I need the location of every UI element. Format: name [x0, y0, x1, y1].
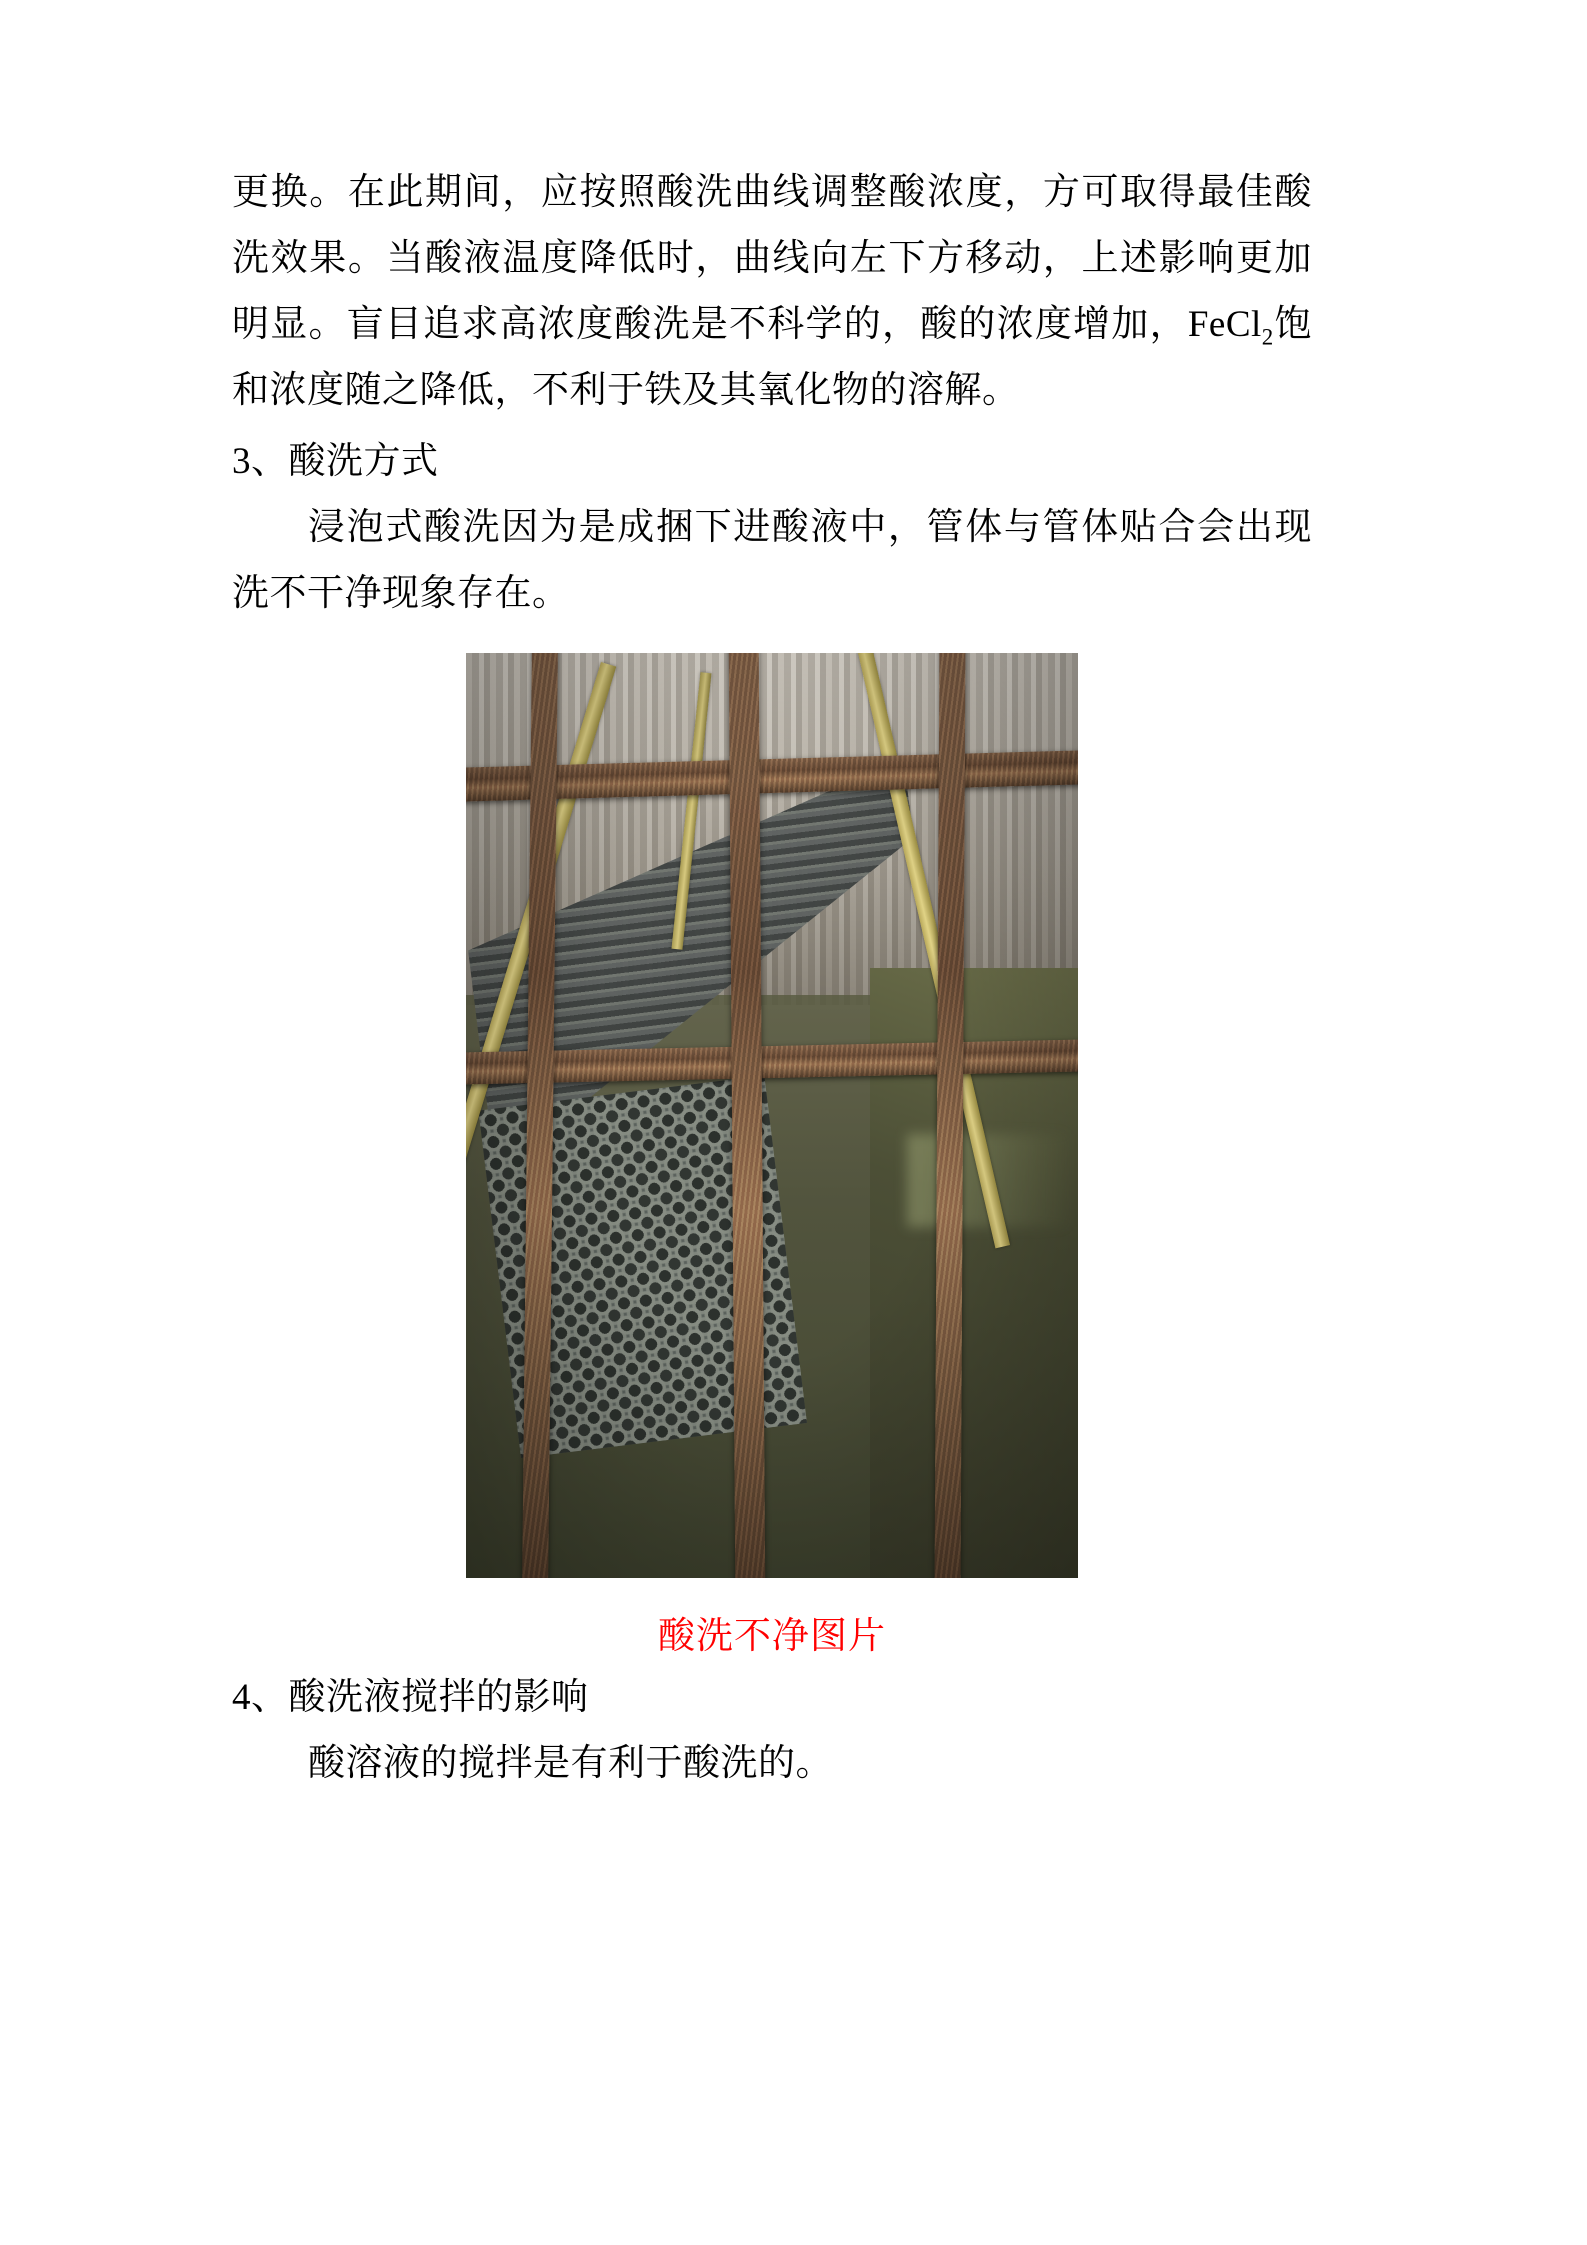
formula-base: FeCl: [1187, 303, 1262, 345]
paragraph-section-3-body: 浸泡式酸洗因为是成捆下进酸液中，管体与管体贴合会出现洗不干净现象存在。: [232, 507, 1312, 615]
chemical-formula-fecl2: [1187, 303, 1274, 350]
formula-subscript: 2: [1261, 324, 1274, 350]
pickling-photo: [466, 653, 1078, 1578]
heading-section-4: 4、酸洗液搅拌的影响: [232, 1677, 589, 1719]
paragraph-text-1-tail: 饱和浓度随之降低，不利于铁及其氧化物的溶解。: [232, 303, 1312, 411]
heading-section-3: 3、酸洗方式: [232, 441, 439, 483]
figure-caption: 酸洗不净图片: [658, 1616, 886, 1658]
paragraph-continued: [232, 160, 1312, 423]
photo-vignette: [466, 653, 1078, 1578]
page-content: [232, 160, 1312, 1797]
figure-block: [232, 653, 1312, 1659]
paragraph-section-4-body: 酸溶液的搅拌是有利于酸洗的。: [308, 1742, 833, 1784]
paragraph-text-1: 更换。在此期间，应按照酸洗曲线调整酸浓度，方可取得最佳酸洗效果。当酸液温度降低时，曲线向左下方移动，上述影响更加明显。盲目追求高浓度酸洗是不科学的，酸的浓度增加，: [232, 172, 1312, 345]
